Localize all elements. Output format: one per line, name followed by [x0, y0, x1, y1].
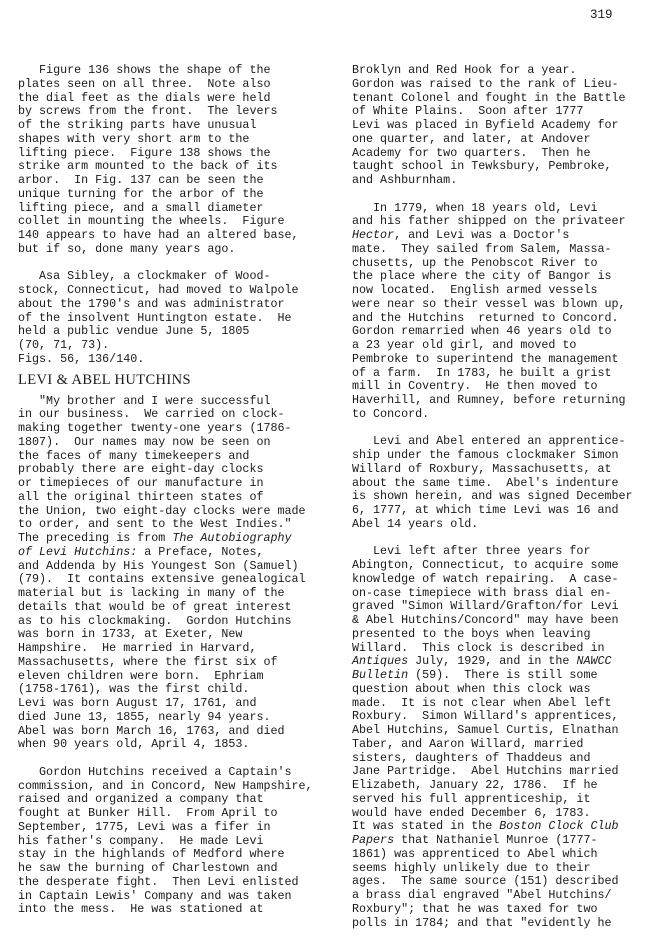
- text-line: Abel was born March 16, 1763, and died: [18, 723, 285, 738]
- text-line: Levi and Abel entered an apprentice-: [352, 434, 626, 449]
- text-line: on-case timepiece with brass dial en-: [352, 585, 612, 600]
- text-line: would have ended December 6, 1783.: [352, 805, 591, 820]
- text-line: Levi left after three years for: [352, 544, 591, 559]
- text-line: commission, and in Concord, New Hampshire,: [18, 778, 313, 793]
- text-line: (1758-1761), was the first child.: [18, 682, 250, 697]
- text-line: Jane Partridge. Abel Hutchins married: [352, 764, 619, 779]
- text-line: Hampshire. He married in Harvard,: [18, 641, 257, 655]
- text-line: and the Hutchins returned to Concord.: [352, 310, 619, 325]
- text-line: Academy for two quarters. Then he: [352, 145, 591, 160]
- text-line: Abel 14 years old.: [352, 516, 479, 531]
- text-line: 1861) was apprenticed to Abel which: [352, 846, 598, 861]
- text-line: he saw the burning of Charlestown and: [18, 861, 278, 875]
- text-line: stock, Connecticut, had moved to Walpole: [18, 283, 299, 297]
- text-line: fought at Bunker Hill. From April to: [18, 806, 278, 820]
- text-line: to order, and sent to the West Indies.": [18, 517, 292, 532]
- text-line: Figs. 56, 136/140.: [18, 351, 145, 366]
- text-line: Levi was born August 17, 1761, and: [18, 696, 257, 710]
- text-line: is shown herein, and was signed December: [352, 489, 633, 504]
- left-column-intro-text: [18, 64, 334, 367]
- text-line: about the 1790's and was administrator: [18, 296, 285, 311]
- text-line: Roxbury. Simon Willard's apprentices,: [352, 709, 619, 724]
- left-column: [18, 64, 334, 917]
- text-line: lifting piece, and a small diameter: [18, 200, 264, 215]
- text-line: Willard of Roxbury, Massachusetts, at: [352, 461, 612, 476]
- text-line: shapes with very short arm to the: [18, 131, 250, 146]
- text-line: 1807). Our names may now be seen on: [18, 434, 271, 449]
- text-line: details that would be of great interest: [18, 599, 292, 614]
- text-line: The preceding is from The Autobiography: [18, 531, 292, 545]
- text-line: a 23 year old girl, and moved to: [352, 338, 577, 352]
- text-line: Massachusetts, where the first six of: [18, 654, 278, 669]
- text-line: Hector, and Levi was a Doctor's: [352, 228, 570, 242]
- text-line: "My brother and I were successful: [18, 393, 271, 408]
- paragraph-gap: [352, 188, 658, 202]
- section-heading: LEVI & ABEL HUTCHINS: [18, 371, 191, 388]
- text-line: stay in the highlands of Medford where: [18, 847, 285, 862]
- text-line: chusetts, up the Penobscot River to: [352, 255, 598, 270]
- text-line: graved "Simon Willard/Grafton/for Levi: [352, 599, 619, 614]
- text-line: seems highly unlikely due to their: [352, 860, 591, 875]
- text-line: Asa Sibley, a clockmaker of Wood-: [18, 269, 271, 284]
- text-line: Haverhill, and Rumney, before returning: [352, 393, 626, 407]
- text-line: knowledge of watch repairing. A case-: [352, 571, 619, 586]
- text-line: material but is lacking in many of the: [18, 586, 285, 600]
- text-line: in our business. We carried on clock-: [18, 407, 285, 422]
- text-line: of Levi Hutchins: a Preface, Notes,: [18, 544, 264, 559]
- text-line: but if so, done many years ago.: [18, 241, 236, 256]
- text-line: one quarter, and later, at Andover: [352, 131, 591, 146]
- text-line: Broklyn and Red Hook for a year.: [352, 63, 577, 77]
- text-line: It was stated in the Boston Clock Club: [352, 819, 619, 834]
- text-line: by screws from the front. The levers: [18, 104, 278, 119]
- text-line: 140 appears to have had an altered base,: [18, 228, 299, 242]
- text-line: Gordon was raised to the rank of Lieu-: [352, 76, 619, 91]
- text-line: lifting piece. Figure 138 shows the: [18, 145, 271, 160]
- text-line: making together twenty-one years (1786-: [18, 421, 292, 435]
- text-line: Levi was placed in Byfield Academy for: [352, 118, 619, 132]
- text-line: plates seen on all three. Note also: [18, 76, 271, 91]
- text-line: the place where the city of Bangor is: [352, 269, 612, 284]
- text-line: unique turning for the arbor of the: [18, 186, 264, 201]
- text-line: probably there are eight-day clocks: [18, 462, 264, 477]
- text-line: ages. The same source (151) described: [352, 874, 619, 889]
- text-line: Willard. This clock is described in: [352, 640, 605, 655]
- text-line: Abel Hutchins, Samuel Curtis, Elnathan: [352, 723, 619, 737]
- text-line: In 1779, when 18 years old, Levi: [352, 200, 598, 215]
- text-line: of White Plains. Soon after 1777: [352, 104, 584, 119]
- text-line: of the striking parts have unusual: [18, 118, 257, 132]
- text-line: (79). It contains extensive genealogical: [18, 572, 306, 587]
- text-line: died June 13, 1855, nearly 94 years.: [18, 709, 271, 724]
- text-line: Papers that Nathaniel Munroe (1777-: [352, 833, 598, 847]
- text-line: made. It is not clear when Abel left: [352, 695, 612, 710]
- text-line: taught school in Tewksbury, Pembroke,: [352, 159, 612, 174]
- text-line: collet in mounting the wheels. Figure: [18, 214, 285, 229]
- text-line: Abington, Connecticut, to acquire some: [352, 558, 619, 572]
- text-line: his father's company. He made Levi: [18, 833, 264, 848]
- text-line: Roxbury"; that he was taxed for two: [352, 901, 598, 916]
- text-line: tenant Colonel and fought in the Battle: [352, 90, 626, 105]
- text-line: arbor. In Fig. 137 can be seen the: [18, 173, 264, 187]
- text-line: the dial feet as the dials were held: [18, 90, 271, 105]
- text-line: Figure 136 shows the shape of the: [18, 63, 271, 77]
- text-line: now located. English armed vessels: [352, 283, 598, 297]
- text-line: eleven children were born. Ephriam: [18, 668, 264, 683]
- text-line: of the insolvent Huntington estate. He: [18, 310, 292, 325]
- paragraph-gap: [352, 422, 658, 436]
- text-line: when 90 years old, April 4, 1853.: [18, 737, 250, 752]
- text-line: mate. They sailed from Salem, Massa-: [352, 241, 612, 256]
- text-line: raised and organized a company that: [18, 792, 264, 807]
- text-line: held a public vendue June 5, 1805: [18, 324, 250, 339]
- text-line: September, 1775, Levi was a fifer in: [18, 819, 271, 834]
- text-line: Gordon remarried when 46 years old to: [352, 324, 612, 339]
- text-line: question about when this clock was: [352, 681, 591, 696]
- right-column-body-text: [352, 64, 658, 930]
- text-line: or timepieces of our manufacture in: [18, 476, 264, 490]
- text-line: all the original thirteen states of: [18, 489, 264, 504]
- paragraph-gap: [18, 752, 334, 766]
- text-line: Pembroke to superintend the management: [352, 351, 619, 366]
- text-line: presented to the boys when leaving: [352, 626, 591, 641]
- text-line: served his full apprenticeship, it: [352, 791, 591, 806]
- text-line: (70, 71, 73).: [18, 338, 110, 352]
- text-line: ship under the famous clockmaker Simon: [352, 448, 619, 462]
- text-line: the desperate fight. Then Levi enlisted: [18, 874, 299, 889]
- text-line: into the mess. He was stationed at: [18, 902, 264, 917]
- text-line: polls in 1784; and that "evidently he: [352, 915, 612, 930]
- text-line: 6, 1777, at which time Levi was 16 and: [352, 503, 619, 517]
- text-line: and Addenda by His Youngest Son (Samuel): [18, 558, 299, 573]
- text-line: sisters, daughters of Thaddeus and: [352, 750, 591, 765]
- text-line: Bulletin (59). There is still some: [352, 668, 598, 682]
- page-number: 319: [590, 8, 613, 22]
- text-line: about the same time. Abel's indenture: [352, 475, 619, 490]
- text-line: of a farm. In 1783, he built a grist: [352, 365, 612, 380]
- text-line: in Captain Lewis' Company and was taken: [18, 888, 292, 903]
- left-column-body-text: [18, 395, 334, 918]
- paragraph-gap: [18, 257, 334, 271]
- text-line: Elizabeth, January 22, 1786. If he: [352, 778, 598, 792]
- text-line: Gordon Hutchins received a Captain's: [18, 764, 292, 779]
- text-line: mill in Coventry. He then moved to: [352, 379, 598, 394]
- text-line: was born in 1733, at Exeter, New: [18, 627, 243, 642]
- text-line: to Concord.: [352, 406, 430, 421]
- text-line: strike arm mounted to the back of its: [18, 159, 278, 174]
- text-line: and Ashburnham.: [352, 173, 458, 187]
- text-line: Antiques July, 1929, and in the NAWCC: [352, 654, 612, 669]
- text-line: Taber, and Aaron Willard, married: [352, 736, 584, 751]
- text-line: a brass dial engraved "Abel Hutchins/: [352, 888, 612, 902]
- text-line: were near so their vessel was blown up,: [352, 296, 626, 311]
- right-column: [352, 64, 658, 930]
- paragraph-gap: [352, 532, 658, 546]
- text-line: and his father shipped on the privateer: [352, 214, 626, 229]
- text-line: as to his clockmaking. Gordon Hutchins: [18, 613, 292, 628]
- text-line: & Abel Hutchins/Concord" may have been: [352, 613, 619, 627]
- text-line: the faces of many timekeepers and: [18, 448, 250, 463]
- text-line: the Union, two eight-day clocks were made: [18, 503, 306, 518]
